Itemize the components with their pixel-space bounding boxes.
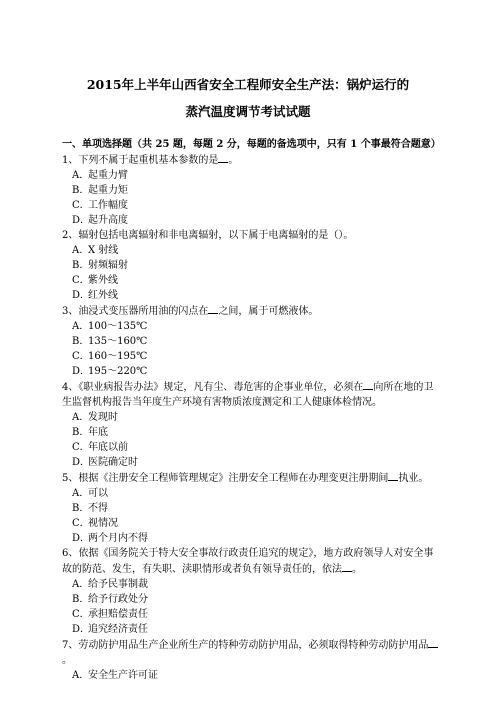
option-text: 起重力臂: [88, 170, 128, 181]
option-text: 视情况: [88, 518, 118, 529]
question-3: [62, 303, 440, 319]
question-text: 1、下列不属于起重机基本参数的是: [62, 155, 219, 166]
option-b: [62, 183, 440, 198]
option-text: 160～195℃: [88, 351, 148, 362]
option-b: [62, 501, 440, 516]
option-text: X 射线: [88, 245, 119, 256]
answer-blank: [218, 152, 228, 163]
option-a: [62, 577, 440, 592]
question-text: 4、《职业病报告办法》规定，凡有尘、毒危害的企事业单位，必须在: [62, 382, 364, 393]
question-text-tail: 。: [228, 155, 239, 166]
question-text-tail: 之间，属于可燃液体。: [218, 306, 319, 317]
option-text: 两个月内不得: [88, 533, 148, 544]
option-a: [62, 668, 440, 683]
option-letter: A．: [72, 245, 90, 256]
option-b: [62, 334, 440, 349]
document-title-line2: 蒸汽温度调节考试试题: [185, 104, 311, 119]
option-letter: C．: [72, 351, 90, 362]
answer-blank: [363, 379, 373, 390]
option-a: [62, 319, 440, 334]
question-text-tail: 执业。: [398, 473, 429, 484]
option-letter: B．: [72, 427, 90, 438]
option-text: 追究经济责任: [88, 624, 148, 635]
question-text: 6、依据《国务院关于特大安全事故行政责任追究的规定》，地方政府领导人对安全事故的防范、发生，有失职、渎职情形或者负有领导责任的，依法: [62, 548, 434, 575]
option-text: 可以: [88, 488, 108, 499]
option-d: [62, 622, 440, 637]
question-text-tail: 向所在地的卫生监督机构报告当年度生产环境有害物质浓度测定和工人健康体检情况。: [62, 382, 434, 408]
option-text: 起重力矩: [88, 185, 128, 196]
option-letter: D．: [72, 533, 91, 544]
option-letter: C．: [72, 609, 90, 620]
option-letter: D．: [72, 290, 91, 301]
option-c: [62, 198, 440, 213]
option-letter: C．: [72, 442, 90, 453]
question-text-tail: 。: [352, 564, 362, 575]
question-block: [62, 137, 440, 683]
option-text: 安全生产许可证: [88, 670, 158, 681]
option-d: [62, 288, 440, 303]
option-text: 承担赔偿责任: [88, 609, 148, 620]
option-c: [62, 440, 440, 455]
option-letter: C．: [72, 518, 90, 529]
question-text-tail: 。: [62, 655, 72, 666]
option-letter: D．: [72, 624, 91, 635]
option-a: [62, 410, 440, 425]
option-b: [62, 258, 440, 273]
option-text: 射频辐射: [88, 260, 128, 271]
option-a: [62, 168, 440, 183]
option-letter: A．: [72, 321, 90, 332]
option-c: [62, 516, 440, 531]
question-text: 3、油浸式变压器所用油的闪点在: [62, 306, 209, 317]
question-6: [62, 546, 440, 577]
option-d: [62, 455, 440, 470]
option-letter: B．: [72, 503, 90, 514]
option-text: 工作幅度: [88, 200, 128, 211]
option-b: [62, 425, 440, 440]
option-letter: A．: [72, 488, 90, 499]
section-heading: 一、单项选择题（共 25 题，每题 2 分，每题的备选项中，只有 1 个事最符合题意）: [62, 139, 441, 150]
option-c: [62, 607, 440, 622]
question-text: 5、根据《注册安全工程师管理规定》注册安全工程师在办理变更注册期间: [62, 473, 389, 484]
option-letter: B．: [72, 260, 90, 271]
option-d: [62, 364, 440, 379]
option-letter: C．: [72, 200, 90, 211]
option-text: 195～220℃: [88, 366, 148, 377]
option-a: [62, 486, 440, 501]
option-text: 给予民事制裁: [88, 579, 148, 590]
option-text: 起升高度: [88, 215, 128, 226]
answer-blank: [342, 561, 352, 572]
answer-blank: [428, 637, 438, 648]
option-text: 发现时: [88, 412, 118, 423]
option-text: 红外线: [88, 290, 118, 301]
answer-blank: [208, 303, 218, 314]
option-letter: B．: [72, 594, 90, 605]
question-2: [62, 228, 440, 243]
option-letter: B．: [72, 185, 90, 196]
option-letter: A．: [72, 412, 90, 423]
option-letter: C．: [72, 275, 90, 286]
question-5: [62, 470, 440, 486]
question-text: 2、辐射包括电离辐射和非电离辐射，以下属于电离辐射的是（）。: [62, 230, 354, 241]
option-text: 医院确定时: [88, 457, 138, 468]
option-text: 135～160℃: [88, 336, 148, 347]
option-d: [62, 213, 440, 228]
option-letter: B．: [72, 336, 90, 347]
question-text: 7、劳动防护用品生产企业所生产的特种劳动防护用品，必须取得特种劳动防护用品: [62, 640, 429, 651]
option-a: [62, 243, 440, 258]
question-7: [62, 637, 440, 668]
option-text: 不得: [88, 503, 108, 514]
option-b: [62, 592, 440, 607]
option-text: 100～135℃: [88, 321, 148, 332]
option-letter: D．: [72, 366, 91, 377]
question-4: [62, 379, 440, 410]
option-letter: A．: [72, 670, 90, 681]
option-d: [62, 531, 440, 546]
option-c: [62, 273, 440, 288]
option-text: 年底: [88, 427, 108, 438]
option-c: [62, 349, 440, 364]
question-list: [62, 152, 440, 683]
question-1: [62, 152, 440, 168]
option-letter: A．: [72, 579, 90, 590]
document-title-line1: 2015年上半年山西省安全工程师安全生产法：锅炉运行的: [86, 77, 410, 92]
option-letter: A．: [72, 170, 90, 181]
option-letter: D．: [72, 457, 91, 468]
option-text: 紫外线: [88, 275, 118, 286]
option-letter: D．: [72, 215, 91, 226]
answer-blank: [388, 470, 398, 481]
option-text: 给予行政处分: [88, 594, 148, 605]
option-text: 年底以前: [88, 442, 128, 453]
